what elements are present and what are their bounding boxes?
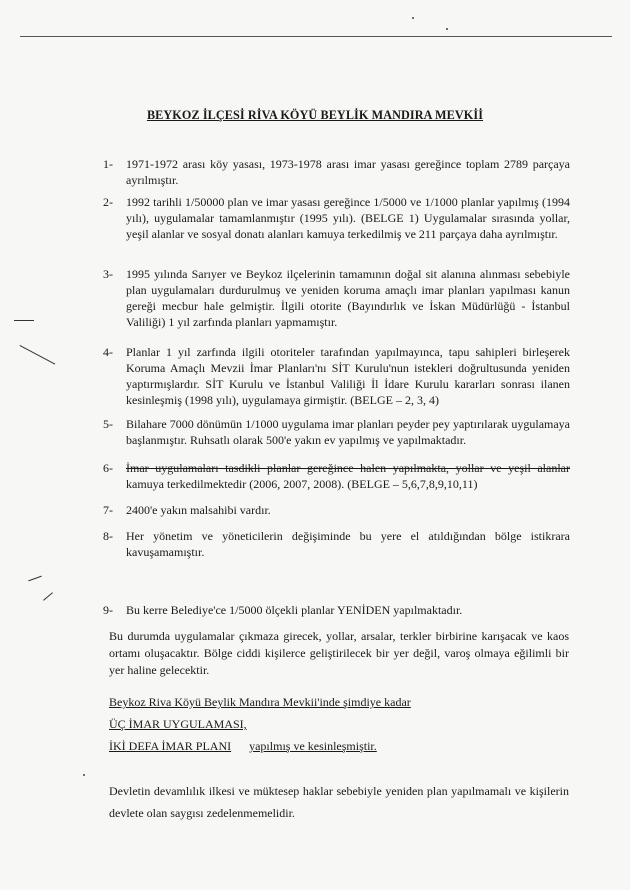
scan-speck bbox=[412, 17, 414, 19]
paragraph: Bu durumda uygulamalar çıkmaza girecek, yollar, arsalar, terkler birbirine karışacak ve kaos ortamı oluşacaktır. Bölge ciddi kişilerce geliştirilecek bir yer değil, varoş olmaya eğilimli bir yer haline gelecektir. bbox=[109, 629, 569, 677]
item-number: 2- bbox=[103, 195, 113, 209]
underlined-line: Beykoz Riva Köyü Beylik Mandıra Mevkii'inde şimdiye kadar bbox=[109, 695, 411, 709]
list-item bbox=[103, 156, 570, 188]
list-item bbox=[103, 344, 570, 408]
closing-paragraph: Devletin devamlılık ilkesi ve müktesep haklar sebebiyle yeniden plan yapılmamalı ve kişilerin devlete olan saygısı zedelenmemelidir. bbox=[109, 784, 569, 820]
item-number: 4- bbox=[103, 345, 113, 359]
list-item bbox=[103, 194, 570, 242]
item-text: Her yönetim ve yöneticilerin değişiminde bu yere el atıldığından bölge istikrara kavuşamamıştır. bbox=[126, 529, 570, 559]
list-item bbox=[103, 460, 570, 492]
margin-mark bbox=[28, 576, 41, 582]
scan-speck bbox=[83, 774, 85, 776]
item-number: 9- bbox=[103, 603, 113, 617]
list-item bbox=[103, 502, 570, 518]
document-title: BEYKOZ İLÇESİ RİVA KÖYÜ BEYLİK MANDIRA MEVKİİ bbox=[146, 108, 484, 122]
underlined-line bbox=[109, 738, 377, 754]
item-text: Bu kerre Belediye'ce 1/5000 ölçekli planlar YENİDEN yapılmaktadır. bbox=[126, 603, 463, 617]
item-number: 7- bbox=[103, 503, 113, 517]
margin-mark bbox=[14, 320, 34, 321]
list-item bbox=[103, 266, 570, 330]
list-item bbox=[103, 528, 570, 560]
item-text: Bilahare 7000 dönümün 1/1000 uygulama imar planları peyder pey yaptırılarak uygulamaya başlanmıştır. Ruhsatlı olarak 500'e yakın ev yapılmış ve yapılmaktadır. bbox=[126, 417, 570, 447]
item-text: Planlar 1 yıl zarfında ilgili otoriteler tarafından yapılmayınca, tapu sahipleri birleşerek Koruma Amaçlı Mevzii İmar Planları'nı SİT Kurulu'nun istekleri doğrultusunda yeniden yaptırmışlardır. SİT Kurulu ve İstanbul Valiliği İl İdare Kurulu kararları sonrası ilanen kesinleşmiş (1998 yılı), uygulamaya girmiştir. (BELGE – 2, 3, 4) bbox=[126, 345, 570, 407]
list-item bbox=[103, 602, 570, 618]
struck-text: İmar uygulamaları tasdikli planlar gereğince halen yapılmakta, yollar ve yeşil alanlar bbox=[126, 461, 570, 475]
underlined-line: ÜÇ İMAR UYGULAMASI, bbox=[109, 717, 247, 731]
item-text: kamuya terkedilmektedir (2006, 2007, 2008). (BELGE – 5,6,7,8,9,10,11) bbox=[126, 477, 478, 491]
margin-mark bbox=[20, 345, 56, 365]
item-text: 1971-1972 arası köy yasası, 1973-1978 arası imar yasası gereğince toplam 2789 parçaya ayrılmıştır. bbox=[126, 157, 570, 187]
list-item bbox=[103, 416, 570, 448]
item-text: 2400'e yakın malsahibi vardır. bbox=[126, 503, 271, 517]
item-text: 1992 tarihli 1/50000 plan ve imar yasası gereğince 1/5000 ve 1/1000 planlar yapılmış (1994 yılı), uygulamalar tamamlanmıştır (1995 yılı). (BELGE 1) Uygulamalar sırasında yollar, yeşil alanlar ve sosyal donatı alanları kamuya terkedilmiş ve 211 parçaya daha ayrılmıştır. bbox=[126, 195, 570, 241]
item-number: 6- bbox=[103, 461, 113, 475]
underlined-text: yapılmış ve kesinleşmiştir. bbox=[249, 739, 377, 753]
item-number: 3- bbox=[103, 267, 113, 281]
margin-mark bbox=[43, 592, 53, 600]
top-rule bbox=[20, 36, 612, 37]
item-number: 8- bbox=[103, 529, 113, 543]
scan-speck bbox=[446, 28, 448, 30]
underlined-text: İKİ DEFA İMAR PLANI bbox=[109, 739, 232, 753]
item-number: 5- bbox=[103, 417, 113, 431]
item-text: 1995 yılında Sarıyer ve Beykoz ilçelerinin tamamının doğal sit alanına alınması sebebiyle plan uygulamaları durdurulmuş ve yeniden koruma amaçlı imar planları yapılması kanun gereği mecbur hale gelmiştir. İlgili otorite (Bayındırlık ve İskan Müdürlüğü - İstanbul Valiliği) 1 yıl zarfında planları yapmamıştır. bbox=[126, 267, 570, 329]
item-number: 1- bbox=[103, 157, 113, 171]
